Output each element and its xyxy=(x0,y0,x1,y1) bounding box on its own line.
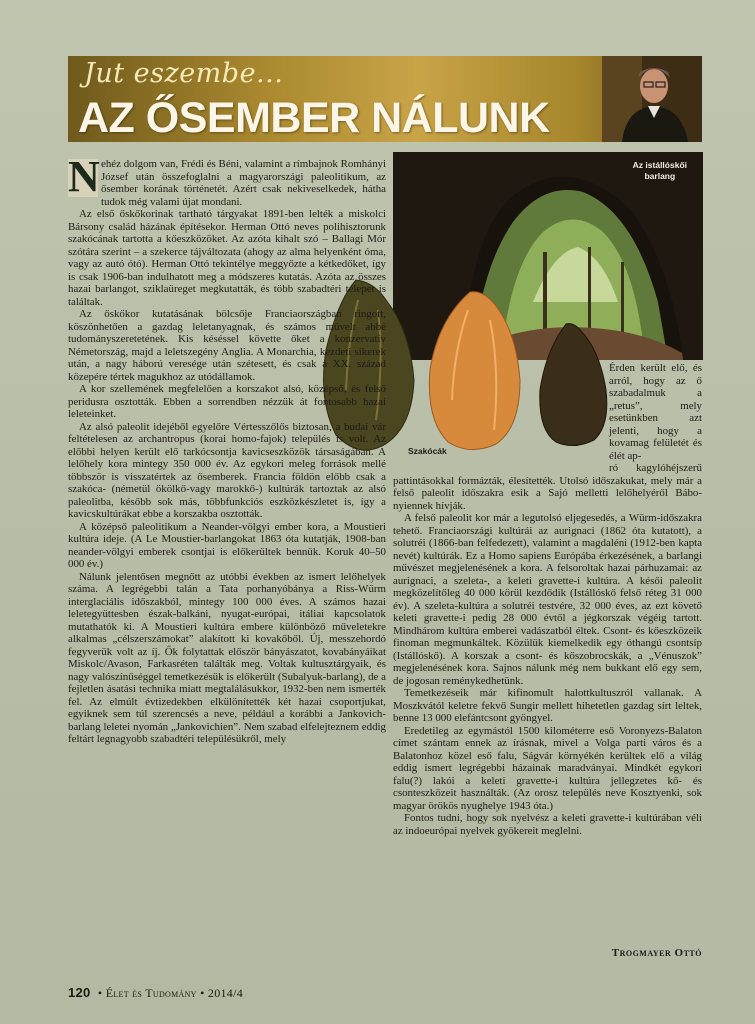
page-footer xyxy=(68,985,243,1001)
cave-caption-line1: Az istállóskői xyxy=(632,160,687,170)
paragraph-intro xyxy=(68,152,386,208)
article-right-column xyxy=(393,362,702,947)
paragraph: A kor szellemének megfelelően a korszakot alsó, középső, és felső peridusra osztották. Ebben a sorrendben nézzük át fontosabb hazai leleteinket. xyxy=(68,383,386,420)
column-kicker: Jut eszembe... xyxy=(84,58,284,89)
drop-cap: N xyxy=(68,152,100,201)
author-portrait xyxy=(602,56,702,142)
issue-number: 2014/4 xyxy=(207,986,244,1000)
paragraph: Eredetileg az egymástól 1500 kilométerre eső Voronyezs-Balaton címet szántam ennek az írásnak, mivel a Volga parti város és a Balatonhoz közel eső falu, Ságvár környékén kerültek elő a világ eddig ismert legrégebbi házainak maradványai. Mindkét egykori falu(?) lakói a keleti gravette-i kultúra jellegzetes kő- és csonteszközeit használták. (Az orosz település neve Kosztyenki, sok magyar örökös nyughelye 1943 óta.) xyxy=(393,724,702,812)
title-banner xyxy=(68,56,702,142)
page-number: 120 xyxy=(68,985,91,1000)
footer-separator: • xyxy=(200,986,205,1000)
article-left-column xyxy=(68,152,386,948)
paragraph: Az első őskőkorinak tartható tárgyakat 1891-ben lelték a miskolci Bársony család házának építésekor. Herman Ottó neves polihisztorunk szakócának tartotta a kőeszközöket. Az azóta kihalt szó – Ballagi Mór szótára szerint – a szekerce tájváltozata (ahogy az alma helyenként óma, vagy az autó ótó). Herman Ottó tekintélye meggyőzte a kétkedőket, így is csak 1906-ban indulhatott meg a módszeres kutatás. Azóta az összes hazai barlangot, sziklaüreget megkutatták, és több szabadtéri telepet is találtak. xyxy=(68,208,386,308)
paragraph-wrap-cont: ró kagylóhéjszerű pattintásokkal formázták, élesítették. Utolsó időszakukat, mely már a felső paleolit időszakra esik a Sajó melletti lelőhelyéről Bábo-nyiennek hívják. xyxy=(393,462,702,512)
paragraph: Az őskőkor kutatásának bölcsője Franciaországban ringott, köszönhetően a gazdag leletanyagnak, és számos művelt abbé tudományszeretetének. Kis késéssel követte őket a konzervatív Németország, majd a leletszegény Anglia. A Monarchia, kezdeti sikerek után, a nagy háború veresége után szétesett, és csak a XX. század közepére tértek magukhoz az utódállamok. xyxy=(68,308,386,383)
image-wrap-space xyxy=(393,362,609,466)
footer-separator: • xyxy=(97,986,103,1000)
paragraph-wrap: Érden került elő, és arról, hogy az ő szabadalmuk a „retus”, mely esetünkben azt jelenti, hogy a kovamag felületét és élét ap- xyxy=(609,362,702,462)
paragraph: A középső paleolitikum a Neander-völgyi ember kora, a Moustieri kultúra ideje. (A Le Moustier-barlangokat 1863 óta kutatják, 1908-ban neander-völgyi emberek csontjai is előkerültek bennük. Koruk 40–50 000 év.) xyxy=(68,520,386,570)
cave-caption-line2: barlang xyxy=(644,171,676,181)
paragraph: A felső paleolit kor már a legutolsó eljegesedés, a Würm-időszakra tehető. Franciaországi kultúrái az aurignaci (1862 óta kutatott), a solutréi (1866-ban felfedezett), valamint a magdaléni (1912-ben kapta nevét) kultúrák. Ez a Homo sapiens Európába érkezésének, a barlangi művészet megjelenésének a kora. A felsoroltak hazai párhuzamai: az aurignaci, a szeleta-, a keleti gravette-i kultúra. A késői paleolit megközelítőleg 40 000 körül kezdődik (Istállóskő felső réteg 31 000 év). A szeleta-kultúra a solutréi testvére, 32 000 éves, az ezt követő keleti gravette-i pedig 28 000 évtől a jégkorszak végéig tartott. Mindhárom kultúra emberei vadászatból éltek. Csont- és kőeszközeik finoman megmunkáltek. Közülük kiemelkedik egy óthangú csontsíp (Istállóskő). A korszak a csont- és kőszobrocskák, a „Vénuszok” megjelenésének kora. Sajnos nálunk még nem bukkant elő egy sem, de jogosan reménykedhetünk. xyxy=(393,512,702,687)
paragraph: Nálunk jelentősen megnőtt az utóbbi években az ismert lelőhelyek száma. A legrégebbi talán a Tata porhanyóbánya a Riss-Würm interglaciális időszakból, mintegy 100 000 éves. A számos hazai leletegyüttesben észak-balkáni, nyugat-európai, itáliai kapcsolatok mutathatók ki. A Moustieri kultúra embere különböző műveletekre alkalmas „célszerszámokat” alakított ki kovakőből. Új, messzehordó fegyverük volt az íj. Ők folytattak először bányászatot, kovabányáikat Miskolc/Avason, Farkasréten találták meg. Voltak kultusztárgyaik, és nagy valószínűséggel temetkezésük is előkerült (Subalyuk-barlang), de a fejletlen ásatási technika miatt megtalálásukkor, 1932-ben nem ismerték fel. Az elmúlt évtizedekben elkülönítették két hazai csoportjukat, egyiknek sem túl szerencsés a neve, például a korábbi a Jankovich-barlang leletei nyomán „Jankovichien”. Nem szabad elfelejteznem eddig feltárt legnagyobb szabadtéri településükről, mely xyxy=(68,570,386,745)
tools-caption: Szakócák xyxy=(408,446,447,456)
portrait-image xyxy=(602,56,702,142)
paragraph: Az alsó paleolit idejéből egyelőre Vértesszőlős biztosan, a budai vár feltételesen az archantropus (korai homo-fajok) település is volt. Az előbbi helyen került elő tarkócsontja kavicseszközök társaságában. A lelőhely kora mintegy 350 000 év. Az egykori meleg források mellé többször is visszatértek az ősemberek. Francia földön előbb csak a szakóca- (németül ökölkő-vagy marokkő-) kultúrák tartoztak az alsó paleolitba, később sok más, többfunkciós eszközkészletet is, így a kavicskultúrákat ebbe a korszakba osztották. xyxy=(68,420,386,520)
paragraph: Temetkezéseik már kifinomult halottkultuszról vallanak. A Moszkvától keletre fekvő Sungir mellett hihetetlen gazdag sírt leltek, benne 13 000 elefántcsont gyöngyel. xyxy=(393,687,702,724)
article-title: AZ ŐSEMBER NÁLUNK xyxy=(78,94,550,142)
cave-caption xyxy=(633,160,687,182)
paragraph-intro-text: ehéz dolgom van, Frédi és Béni, valamint a rímbajnok Romhányi József után összefoglalni a magyarországi paleolitikum, az ősember korának történetét. Azért csak nekiveselkedek, hátha tudok még valami újat mondani. xyxy=(101,158,386,208)
magazine-name: Élet és Tudomány xyxy=(105,986,197,1000)
paragraph: Fontos tudni, hogy sok nyelvész a keleti gravette-i kultúrában véli az indoeurópai nyelvek gyökereit meglelni. xyxy=(393,812,702,837)
author-signature: Trogmayer Ottó xyxy=(611,947,702,959)
